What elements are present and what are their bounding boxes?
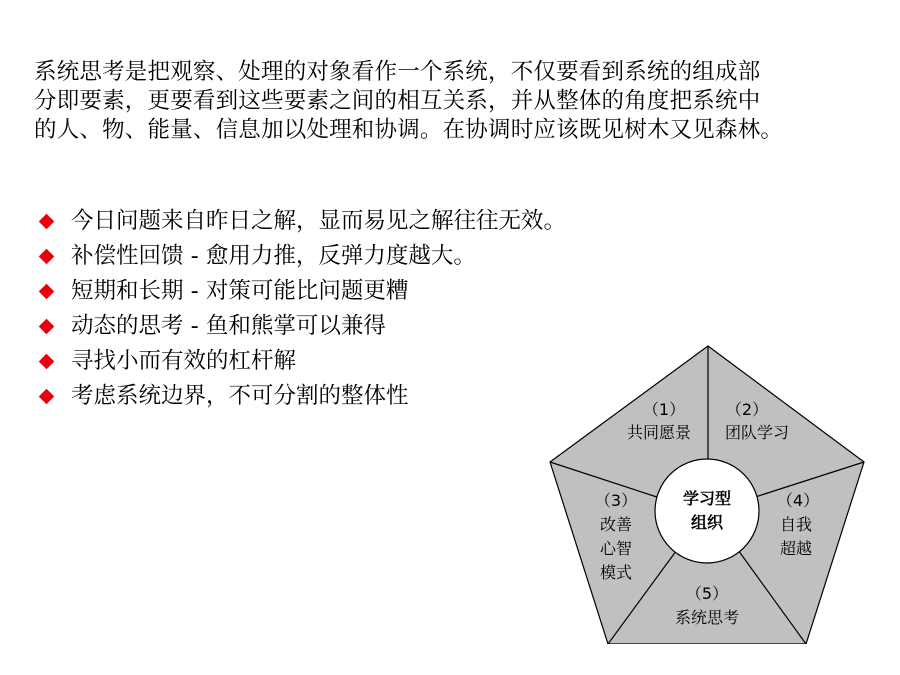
list-item-text: 考虑系统边界，不可分割的整体性 [71,383,409,409]
center-label: 组织 [690,513,724,532]
section-1-label: 共同愿景 [626,423,692,442]
section-4-number: （4） [776,491,820,510]
list-item [36,344,566,379]
learning-organization-pentagon [548,344,868,644]
section-1-number: （1） [642,400,686,419]
intro-line: 的人、物、能量、信息加以处理和协调。在协调时应该既见树木又见森林。 [34,117,784,143]
section-3-label: 模式 [599,563,633,582]
intro-line: 分即要素，更要看到这些要素之间的相互关系，并从整体的角度把系统中 [34,88,761,114]
section-4-label: 超越 [779,539,813,558]
section-3-number: （3） [594,491,638,510]
list-item-text: 短期和长期 - 对策可能比问题更糟 [71,278,409,304]
list-item [36,274,566,309]
red-diamond-bullet-icon [39,249,55,265]
list-item [36,379,566,414]
section-2-number: （2） [725,400,769,419]
center-label: 学习型 [682,489,732,508]
red-diamond-bullet-icon [39,214,55,230]
list-item [36,239,566,274]
red-diamond-bullet-icon [39,319,55,335]
red-diamond-bullet-icon [39,354,55,370]
list-item-text: 补偿性回馈 - 愈用力推，反弹力度越大。 [71,243,476,269]
list-item-text: 今日问题来自昨日之解，显而易见之解往往无效。 [71,208,567,234]
section-2-label: 团队学习 [724,423,790,442]
section-4-label: 自我 [779,515,813,534]
section-3-label: 心智 [599,539,633,558]
section-3-label: 改善 [599,515,633,534]
intro-paragraph [34,58,870,145]
list-item [36,204,566,239]
list-item [36,309,566,344]
center-circle [655,459,759,563]
section-5-label: 系统思考 [674,608,740,627]
red-diamond-bullet-icon [39,284,55,300]
red-diamond-bullet-icon [39,389,55,405]
section-5-number: （5） [685,584,729,603]
list-item-text: 寻找小而有效的杠杆解 [71,348,297,374]
list-item-text: 动态的思考 - 鱼和熊掌可以兼得 [71,313,386,339]
intro-line: 系统思考是把观察、处理的对象看作一个系统，不仅要看到系统的组成部 [34,59,761,85]
principles-list [36,204,566,414]
